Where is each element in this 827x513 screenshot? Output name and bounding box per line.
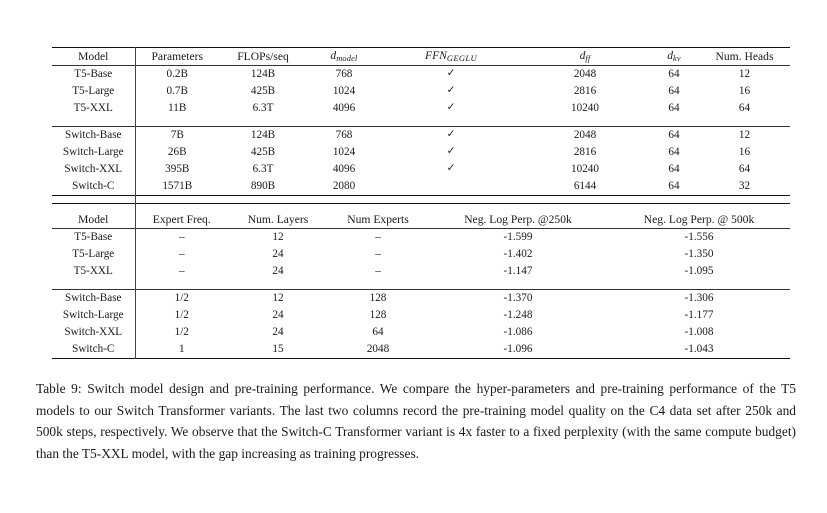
cell-parameters: 0.2B (135, 66, 219, 84)
table-row (52, 100, 790, 117)
cell-nlp-250k: -1.086 (503, 325, 533, 338)
cell-d-kv: 64 (668, 101, 680, 114)
cell-num-experts: 128 (328, 290, 428, 308)
cell-nlp-500k: -1.350 (684, 247, 714, 260)
cell-expert-freq: – (178, 264, 185, 277)
cell-parameters: 26B (167, 145, 187, 158)
cell-num-experts: – (328, 229, 428, 247)
cell-nlp-500k: -1.556 (608, 229, 790, 247)
cell-nlp-500k: -1.008 (684, 325, 714, 338)
cell-ffn-geglu: ✓ (446, 146, 456, 158)
model-specification-table (52, 47, 790, 211)
cell-num-layers: 24 (272, 308, 284, 321)
section-separator (52, 196, 790, 204)
table-row (52, 178, 790, 196)
cell-d-kv: 64 (668, 145, 680, 158)
cell-nlp-500k: -1.306 (608, 290, 790, 308)
cell-d-model: 768 (307, 66, 381, 84)
cell-parameters: 1571B (162, 179, 193, 192)
cell-parameters: 395B (165, 162, 190, 175)
cell-model: Switch-C (52, 341, 135, 359)
table-row (52, 144, 790, 161)
cell-nlp-500k: -1.177 (684, 308, 714, 321)
group-separator (52, 117, 790, 127)
table-9 (52, 47, 790, 361)
cell-flops: 425B (250, 84, 276, 97)
cell-num-experts: – (375, 247, 381, 260)
cell-d-ff: 2816 (573, 145, 597, 158)
cell-num-experts: 64 (372, 325, 384, 338)
cell-expert-freq: 1/2 (174, 308, 189, 321)
cell-d-ff: 6144 (573, 179, 597, 192)
cell-d-kv: 64 (649, 127, 699, 145)
col-header-d-kv: $d_{kv}$ (649, 48, 699, 66)
cell-num-layers: 12 (228, 229, 328, 247)
col-header-num-experts: Num Experts (347, 212, 409, 226)
cell-d-model: 768 (307, 127, 381, 145)
table-header-row-bottom (52, 211, 790, 229)
cell-flops: 6.3T (252, 101, 274, 114)
cell-heads: 16 (738, 145, 751, 158)
col-header-parameters: Parameters (135, 48, 219, 66)
table-row (52, 83, 790, 100)
col-header-model: Model (52, 48, 135, 66)
table-header-row-top (52, 48, 790, 66)
cell-num-layers: 15 (272, 342, 284, 355)
cell-flops: 6.3T (252, 162, 274, 175)
col-header-flops-per-seq: FLOPs/seq (219, 48, 307, 66)
cell-d-model: 4096 (332, 162, 356, 175)
cell-model: T5-Base (52, 229, 135, 247)
model-performance-table (52, 211, 790, 361)
col-header-num-layers: Num. Layers (247, 212, 309, 226)
cell-d-ff: 2048 (521, 127, 649, 145)
cell-expert-freq: 1/2 (174, 325, 189, 338)
cell-expert-freq: 1 (178, 342, 185, 355)
cell-d-model: 1024 (332, 145, 356, 158)
cell-d-ff: 2048 (521, 66, 649, 84)
cell-num-experts: 128 (369, 308, 387, 321)
table-row (52, 307, 790, 324)
cell-nlp-500k: -1.095 (684, 264, 714, 277)
cell-model: Switch-XXL (52, 324, 135, 341)
cell-d-model: 2080 (332, 179, 356, 192)
cell-flops: 890B (250, 179, 276, 192)
cell-nlp-250k: -1.402 (503, 247, 533, 260)
cell-model: Switch-Large (52, 307, 135, 324)
cell-flops: 425B (250, 145, 276, 158)
caption-number: Table 9: (36, 381, 82, 396)
cell-nlp-500k: -1.043 (684, 342, 714, 355)
cell-ffn-geglu: ✓ (381, 127, 521, 145)
caption-text: Switch model design and pre-training performance. We compare the hyper-parameters and pre-training performance of the T5 models to our Switch Transformer variants. The last two columns record the pre-training model quality on the C4 data set after 250k and 500k steps, respectively. We observe that the Switch-C Transformer variant is 4x faster to a fixed perplexity (with the same compute budget) than the T5-XXL model, with the gap increasing as training progresses. (36, 381, 797, 462)
cell-ffn-geglu: ✓ (381, 66, 521, 84)
cell-heads: 12 (699, 66, 790, 84)
table-bottom-rule (52, 359, 790, 362)
cell-model: Switch-Base (52, 127, 135, 145)
cell-nlp-250k: -1.370 (428, 290, 608, 308)
cell-num-layers: 24 (272, 264, 284, 277)
col-header-expert-freq: Expert Freq. (152, 212, 211, 226)
cell-nlp-250k: -1.096 (503, 342, 533, 355)
cell-model: T5-XXL (52, 263, 135, 280)
cell-flops: 124B (219, 127, 307, 145)
cell-ffn-geglu: ✓ (446, 163, 456, 175)
col-header-num-heads: Num. Heads (699, 48, 790, 66)
cell-num-experts: – (375, 264, 381, 277)
cell-d-kv: 64 (668, 162, 680, 175)
cell-model: Switch-XXL (52, 161, 135, 178)
cell-parameters: 0.7B (166, 84, 188, 97)
section-separator-lower (52, 204, 790, 212)
cell-num-layers: 12 (228, 290, 328, 308)
cell-heads: 12 (699, 127, 790, 145)
cell-expert-freq: – (135, 229, 228, 247)
group-separator (52, 280, 790, 290)
cell-nlp-250k: -1.599 (428, 229, 608, 247)
cell-parameters: 7B (135, 127, 219, 145)
cell-ffn-geglu (381, 178, 521, 196)
table-row (52, 246, 790, 263)
cell-flops: 124B (219, 66, 307, 84)
cell-num-layers: 24 (272, 325, 284, 338)
col-header-neg-log-perp-500k: Neg. Log Perp. @ 500k (643, 212, 755, 226)
cell-heads: 16 (738, 84, 751, 97)
cell-ffn-geglu: ✓ (446, 85, 456, 97)
cell-model: Switch-C (52, 178, 135, 196)
cell-expert-freq: – (178, 247, 185, 260)
cell-ffn-geglu: ✓ (446, 102, 456, 114)
cell-d-kv: 64 (668, 84, 680, 97)
cell-d-model: 1024 (332, 84, 356, 97)
cell-model: T5-Large (52, 83, 135, 100)
table-row (52, 324, 790, 341)
cell-model: Switch-Base (52, 290, 135, 308)
col-header-d-model: $d_{model}$ (307, 48, 381, 66)
cell-heads: 64 (738, 101, 751, 114)
table-row (52, 229, 790, 247)
cell-d-ff: 10240 (571, 162, 599, 175)
cell-d-ff: 2816 (573, 84, 597, 97)
cell-model: T5-Large (52, 246, 135, 263)
table-caption (36, 378, 796, 465)
col-header-neg-log-perp-250k: Neg. Log Perp. @250k (464, 212, 572, 226)
col-header-model-2: Model (52, 211, 135, 229)
cell-num-layers: 24 (272, 247, 284, 260)
cell-d-ff: 10240 (571, 101, 599, 114)
table-row (52, 341, 790, 359)
cell-num-experts: 2048 (366, 342, 390, 355)
cell-d-model: 4096 (332, 101, 356, 114)
col-header-ffn-geglu: FFNGEGLU (381, 48, 521, 66)
table-row (52, 161, 790, 178)
table-row (52, 127, 790, 145)
cell-nlp-250k: -1.248 (503, 308, 533, 321)
cell-model: T5-Base (52, 66, 135, 84)
table-row (52, 290, 790, 308)
col-header-d-ff: $d_{ff}$ (521, 48, 649, 66)
cell-model: T5-XXL (52, 100, 135, 117)
cell-heads: 32 (738, 179, 751, 192)
cell-d-kv: 64 (668, 179, 680, 192)
table-row (52, 66, 790, 84)
cell-nlp-250k: -1.147 (503, 264, 533, 277)
cell-expert-freq: 1/2 (135, 290, 228, 308)
table-row (52, 263, 790, 280)
cell-heads: 64 (738, 162, 751, 175)
cell-model: Switch-Large (52, 144, 135, 161)
cell-d-kv: 64 (649, 66, 699, 84)
cell-parameters: 11B (168, 101, 187, 114)
